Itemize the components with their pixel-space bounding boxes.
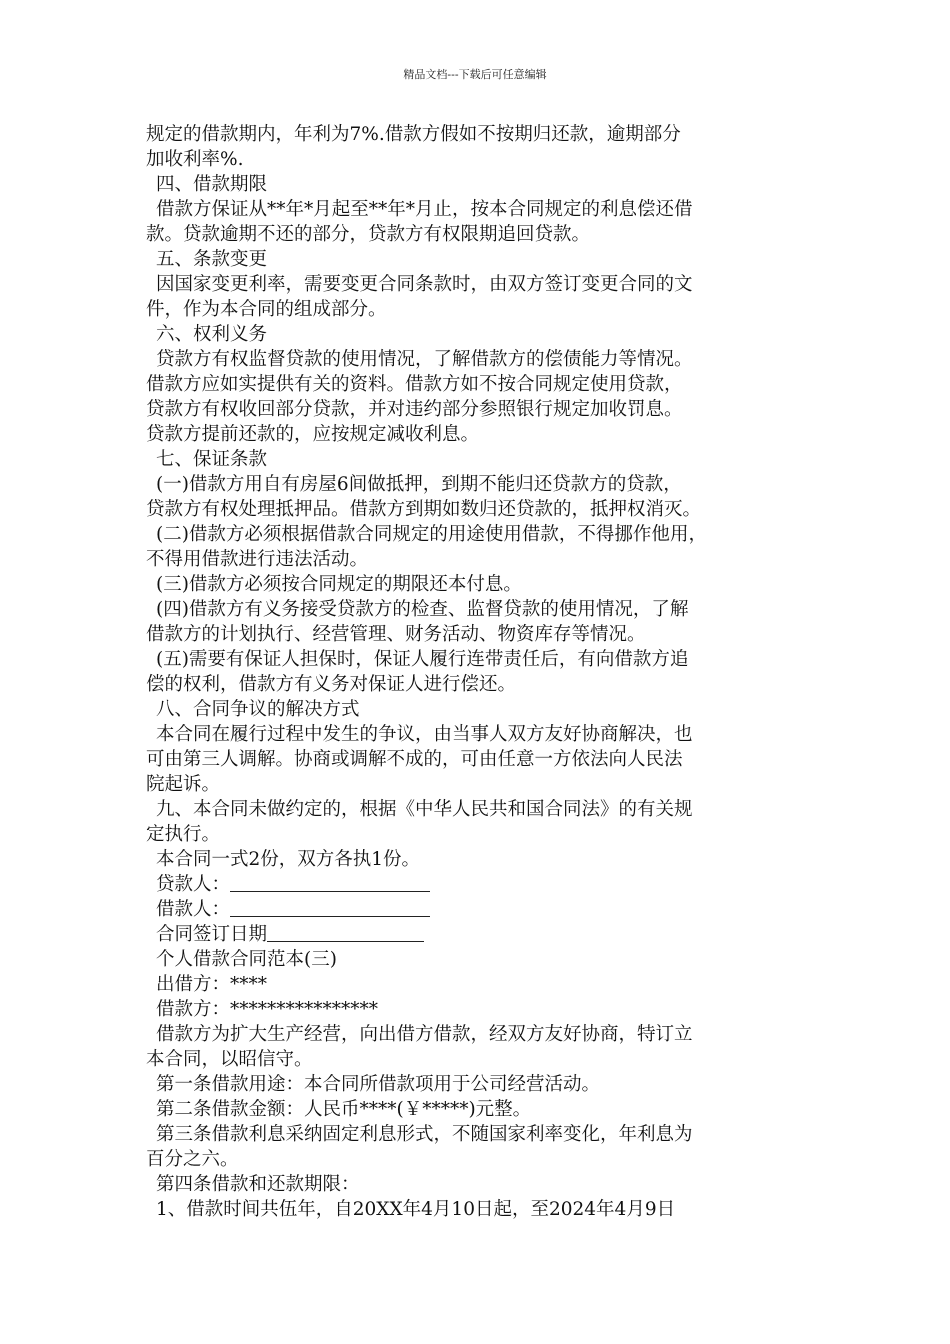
text-line: 六、权利义务 [156,324,268,345]
text-line: 八、合同争议的解决方式 [156,699,360,720]
text-line: 本合同在履行过程中发生的争议，由当事人双方友好协商解决，也 [156,724,693,745]
page-header: 精品文档---下载后可任意编辑 [403,68,547,81]
text-line: (三)借款方必须按合同规定的期限还本付息。 [156,574,522,595]
text-line: 定执行。 [146,824,221,845]
text-line: 院起诉。 [146,774,221,795]
text-line: 件，作为本合同的组成部分。 [146,299,387,320]
text-line: 借款方：**************** [156,999,379,1020]
text-line: 第三条借款利息采纳固定利息形式，不随国家利率变化，年利息为 [156,1124,693,1145]
contract-template-three [146,947,816,1222]
borrower-signature-line [146,897,816,922]
text-line: 借款方为扩大生产经营，向出借方借款，经双方友好协商，特订立 [156,1024,693,1045]
text-line: 本合同一式2份，双方各执1份。 [156,849,421,870]
text-line: (一)借款方用自有房屋6间做抵押，到期不能归还贷款方的贷款， [156,474,682,495]
text-line: 百分之六。 [146,1149,239,1170]
text-line: 款。贷款逾期不还的部分，贷款方有权限期追回贷款。 [146,224,591,245]
lender-label: 贷款人： [156,874,231,895]
text-line: 个人借款合同范本(三) [156,949,337,970]
text-line: 借款方保证从**年*月起至**年*月止，按本合同规定的利息偿还借 [156,199,693,220]
text-line: 因国家变更利率，需要变更合同条款时，由双方签订变更合同的文 [156,274,693,295]
text-line: 借款方的计划执行、经营管理、财务活动、物资库存等情况。 [146,624,646,645]
text-line: 五、条款变更 [156,249,268,270]
text-line: 七、保证条款 [156,449,268,470]
text-line: 第二条借款金额：人民币****(￥*****)元整。 [156,1099,532,1120]
document-body [146,122,816,1222]
borrower-label: 借款人： [156,899,231,920]
text-line: 1、借款时间共伍年，自20XX年4月10日起，至2024年4月9日 [156,1199,676,1220]
text-line: 出借方：**** [156,974,268,995]
text-line: (五)需要有保证人担保时，保证人履行连带责任后，有向借款方追 [156,649,689,670]
date-blank [267,923,424,942]
signature-block [146,872,816,947]
text-line: 可由第三人调解。协商或调解不成的，可由任意一方依法向人民法 [146,749,683,770]
text-line: 贷款方提前还款的，应按规定减收利息。 [146,424,480,445]
text-line: 借款方应如实提供有关的资料。借款方如不按合同规定使用贷款， [146,374,683,395]
text-line: (二)借款方必须根据借款合同规定的用途使用借款，不得挪作他用， [156,524,707,545]
date-signature-line [146,922,816,947]
contract-clauses [146,122,816,872]
borrower-blank [230,898,430,917]
text-line: 贷款方有权收回部分贷款，并对违约部分参照银行规定加收罚息。 [146,399,683,420]
text-line: 偿的权利，借款方有义务对保证人进行偿还。 [146,674,517,695]
text-line: 第一条借款用途：本合同所借款项用于公司经营活动。 [156,1074,601,1095]
text-line: 第四条借款和还款期限： [156,1174,360,1195]
text-line: 九、本合同未做约定的，根据《中华人民共和国合同法》的有关规 [156,799,693,820]
text-line: 贷款方有权处理抵押品。借款方到期如数归还贷款的，抵押权消灭。 [146,499,702,520]
text-line: 规定的借款期内，年利为7%.借款方假如不按期归还款，逾期部分 [146,124,681,145]
text-line: (四)借款方有义务接受贷款方的检查、监督贷款的使用情况，了解 [156,599,689,620]
text-line: 贷款方有权监督贷款的使用情况，了解借款方的偿债能力等情况。 [156,349,693,370]
date-label: 合同签订日期 [156,924,268,945]
text-line: 不得用借款进行违法活动。 [146,549,369,570]
text-line: 本合同，以昭信守。 [146,1049,313,1070]
lender-blank [230,873,430,892]
lender-signature-line [146,872,816,897]
text-line: 加收利率%. [146,149,244,170]
text-line: 四、借款期限 [156,174,268,195]
